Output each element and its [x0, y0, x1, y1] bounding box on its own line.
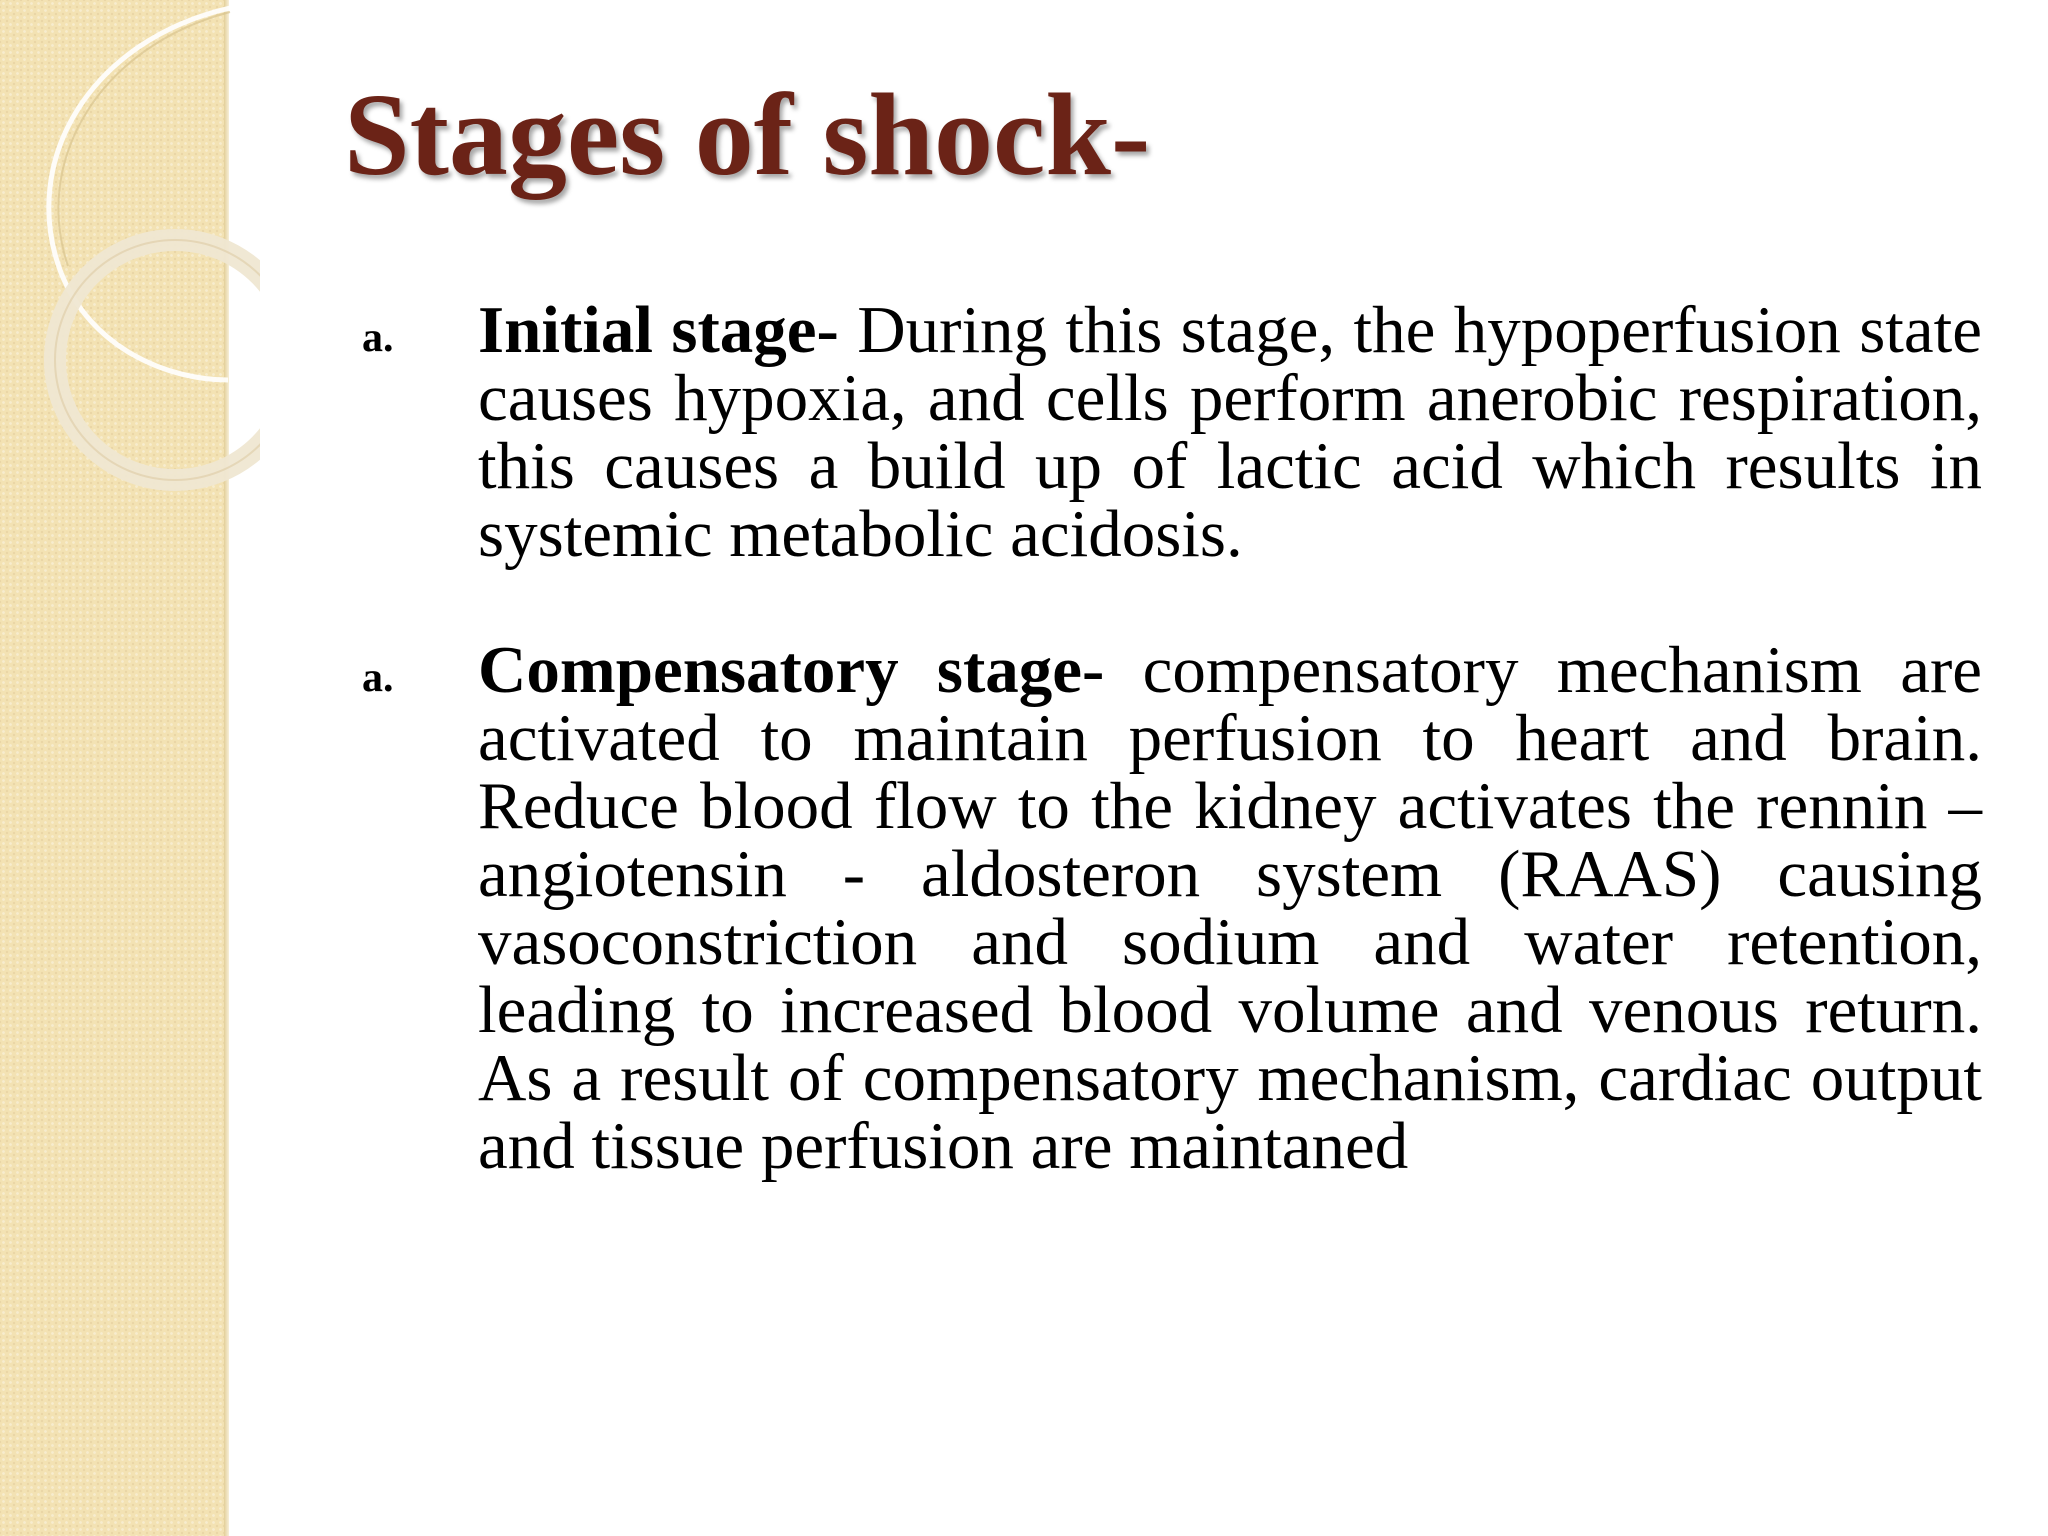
- list-item: [362, 633, 1982, 1183]
- item-term: Initial stage-: [478, 293, 839, 367]
- item-term: Compensatory stage-: [478, 633, 1105, 707]
- page-title: Stages of shock-: [344, 69, 1151, 200]
- list-item: [362, 293, 1982, 571]
- item-description: During this stage, the hypoperfusion state causes hypoxia, and cells perform anerobic respiration, this causes a build up of lactic acid which results in systemic metabolic acidosis.: [478, 293, 1982, 571]
- item-text: [478, 633, 1982, 1183]
- decorative-rings-icon: [0, 0, 260, 560]
- stages-list: [362, 293, 1982, 1183]
- item-description: compensatory mechanism are activated to maintain perfusion to heart and brain. Reduce blood flow to the kidney activates the rennin – angiotensin - aldosteron system (RAAS) causing vasoconstriction and sodium and water retention, leading to increased blood volume and venous return. As a result of compensatory mechanism, cardiac output and tissue perfusion are maintaned: [478, 633, 1982, 1183]
- list-marker: a.: [362, 655, 394, 701]
- list-marker: a.: [362, 315, 394, 361]
- item-text: [478, 293, 1982, 571]
